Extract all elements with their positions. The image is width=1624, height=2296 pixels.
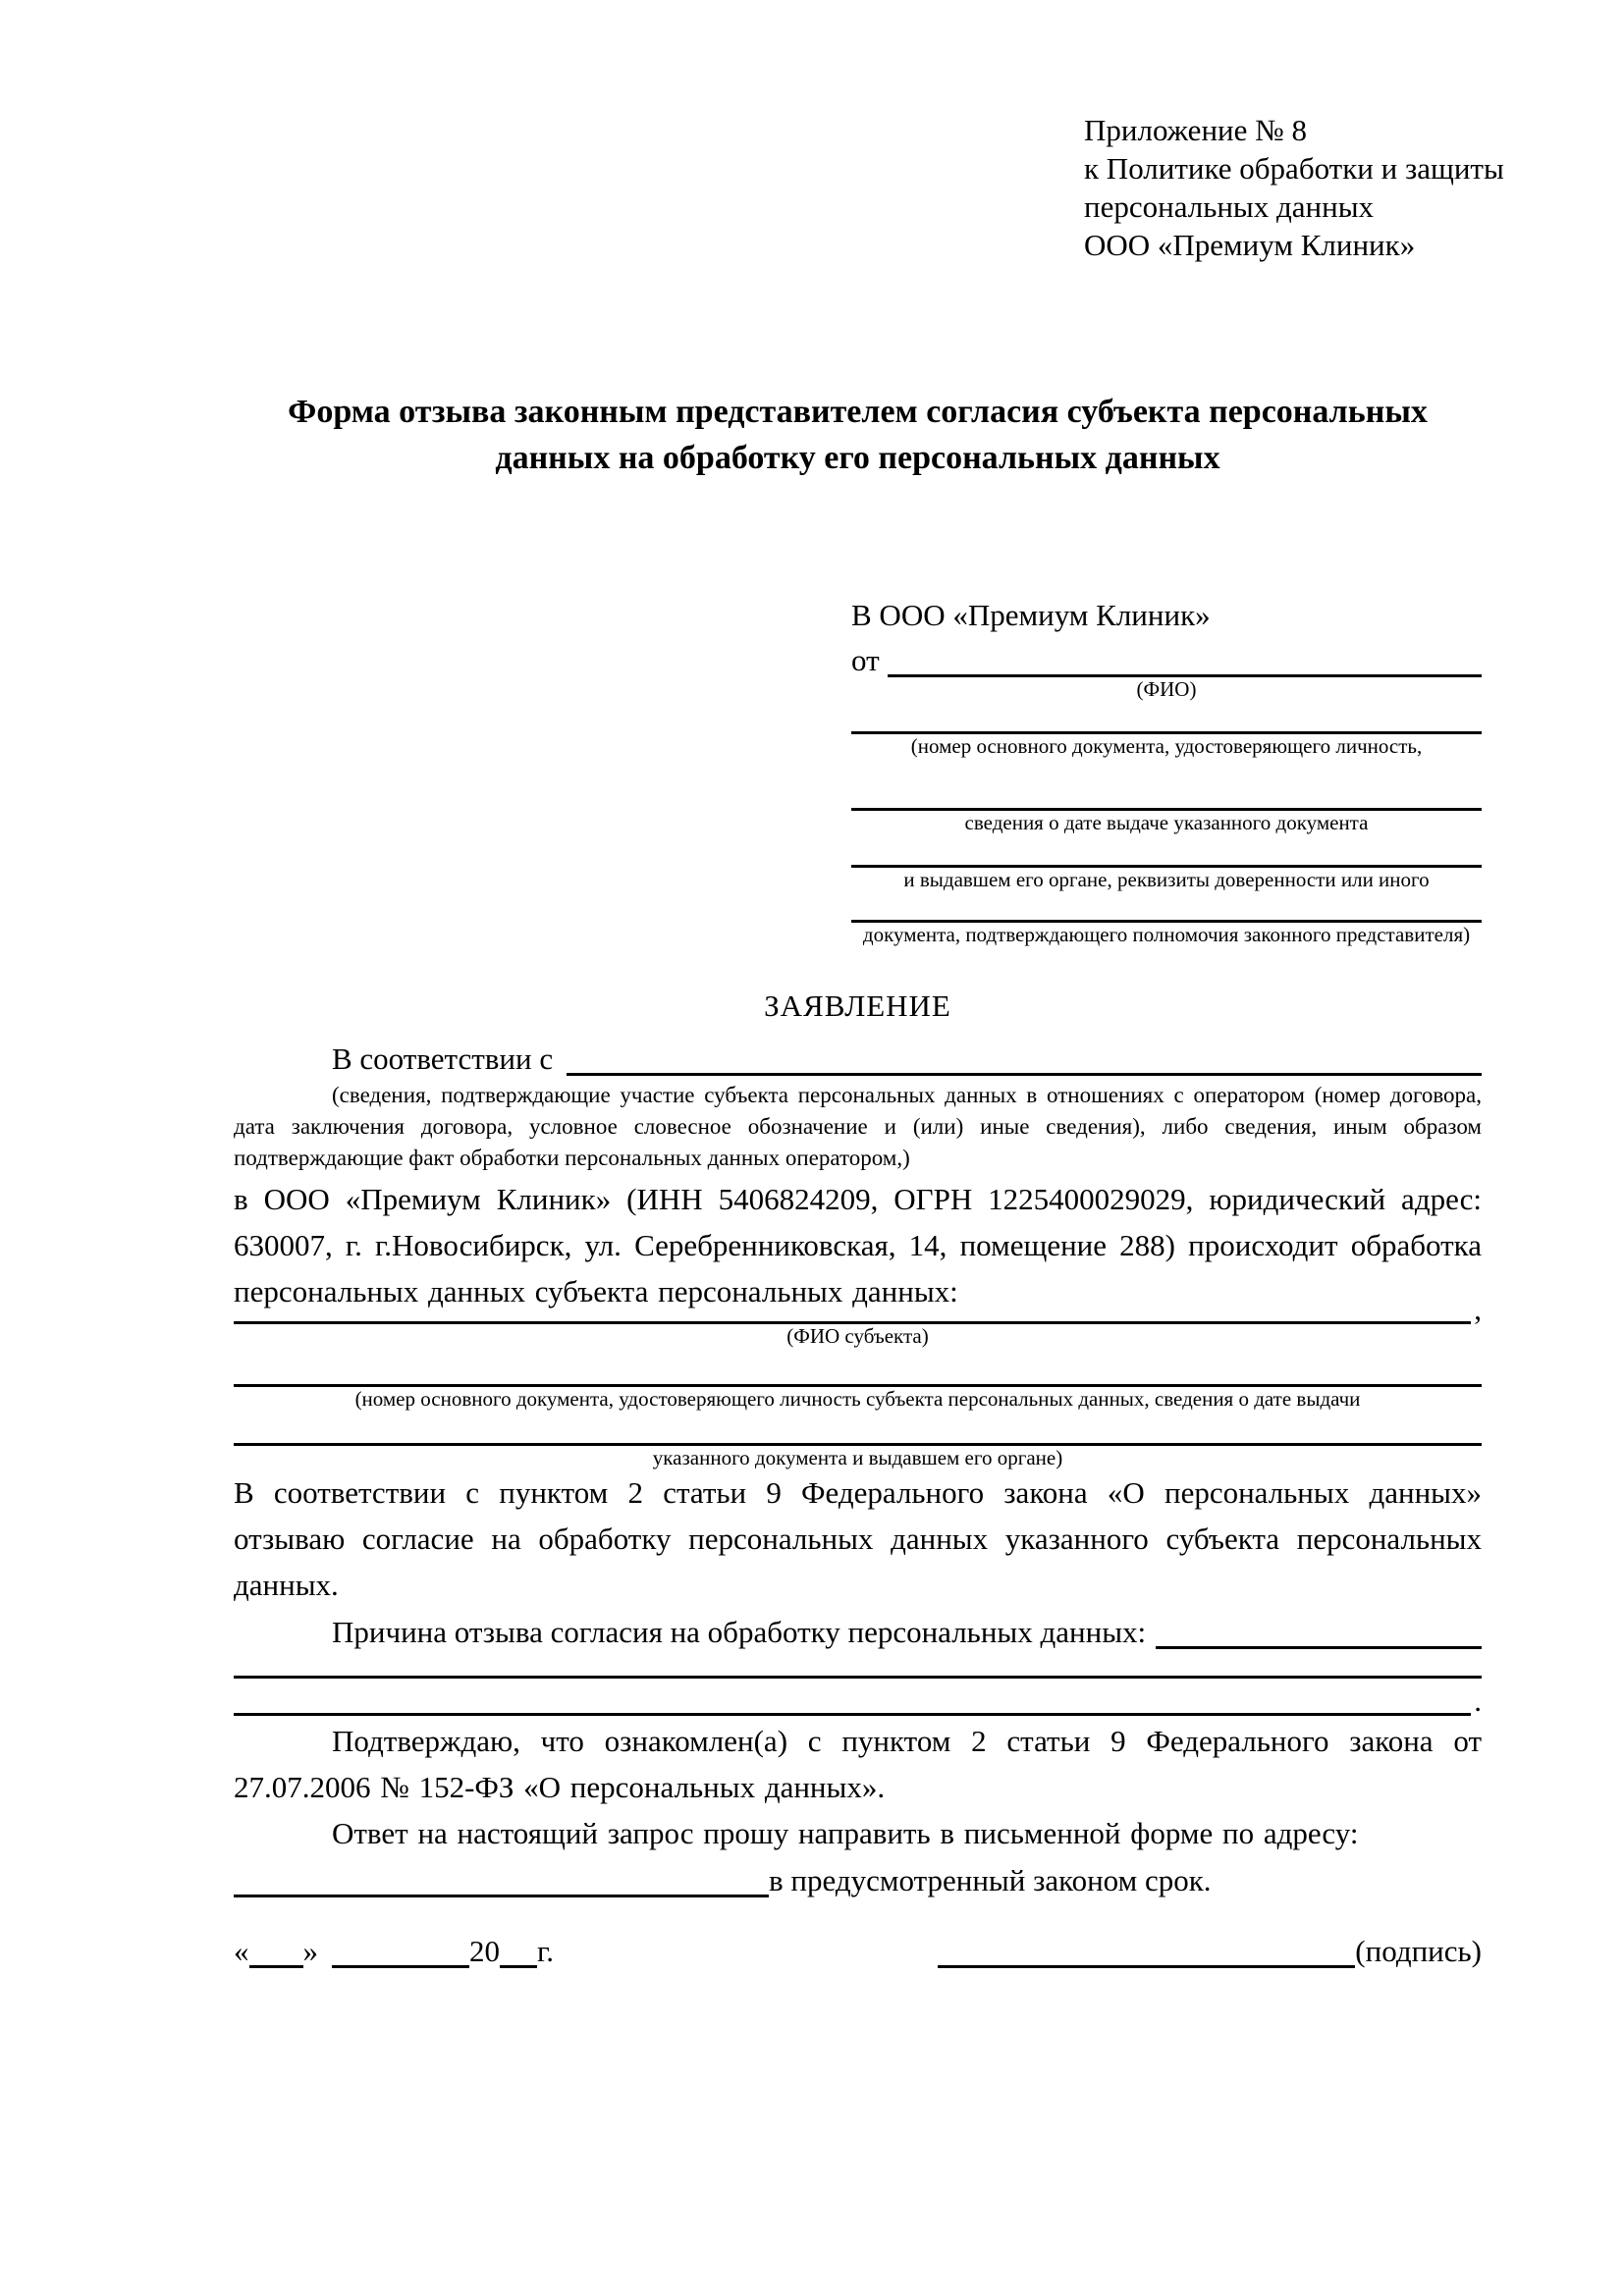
operator-paragraph: в ООО «Премиум Клиник» (ИНН 5406824209, ОГРН 1225400029029, юридический адрес: 630007, г. г.Новосибирск, ул. Серебренниковская, 14, помещение 288) происходит обработка персональных данных субъекта персональных данных: [234, 1182, 1482, 1308]
basis-fill-line [567, 1073, 1482, 1076]
appendix-header-line: персональных данных [1084, 189, 1375, 224]
reply-address-row [234, 1856, 1482, 1897]
withdrawal-paragraph: В соответствии с пунктом 2 статьи 9 Федерального закона «О персональных данных» отзываю согласие на обработку персональных данных указанного субъекта персональных данных. [234, 1475, 1482, 1602]
basis-note: (сведения, подтверждающие участие субъекта персональных данных в отношениях с оператором (номер договора, дата заключения договора, условное словесное обозначение и (или) иные сведения), либо сведения, иным образом подтверждающие факт обработки персональных данных оператором,) [234, 1083, 1482, 1170]
reason-fill-row-2 [234, 1655, 1482, 1679]
fio-caption: (ФИО) [1136, 677, 1197, 701]
basis-label: В соответствии с [332, 1041, 554, 1076]
doc-issuer-fill-row [851, 844, 1482, 868]
sentence-period: . [1474, 1683, 1482, 1718]
reason-row [234, 1608, 1482, 1649]
doc-issuer-caption: и выдавшем его органе, реквизиты доверенности или иного [903, 868, 1430, 891]
from-label: от [851, 643, 880, 677]
representative-authority-fill-row [851, 899, 1482, 923]
address-fill-line [234, 1885, 769, 1897]
appendix-header-line: ООО «Премиум Клиник» [1084, 228, 1416, 262]
doc-issue-date-fill-row [851, 787, 1482, 811]
from-row [851, 636, 1482, 677]
date-year-prefix: 20 [469, 1934, 500, 1968]
document-content [234, 111, 1504, 1968]
reply-tail-text: в предусмотренный законом срок. [769, 1863, 1212, 1897]
date-field [234, 1935, 554, 1968]
date-close-quote: » [302, 1934, 318, 1968]
representative-authority-caption: документа, подтверждающего полномочия законного представителя) [862, 923, 1471, 946]
subject-fio-fill-row [234, 1292, 1482, 1326]
date-year-suffix: г. [537, 1934, 554, 1968]
doc-issue-date-caption: сведения о дате выдаче указанного документа [964, 811, 1369, 834]
subject-doc-fill-row-2 [234, 1422, 1482, 1446]
reason-fill-row-3 [234, 1683, 1482, 1718]
date-signature-row [234, 1923, 1482, 1968]
reason-fill-line-3 [234, 1713, 1471, 1716]
signature-field [938, 1935, 1482, 1968]
subject-fio-suffix: , [1474, 1292, 1482, 1326]
statement-heading: ЗАЯВЛЕНИЕ [764, 988, 951, 1023]
appendix-header [1084, 111, 1504, 264]
subject-doc-fill-row-1 [234, 1363, 1482, 1387]
signature-fill-line [938, 1957, 1355, 1968]
addressee-organization: В ООО «Премиум Клиник» [851, 598, 1211, 632]
subject-doc-caption-1: (номер основного документа, удостоверяющего личность субъекта персональных данных, сведения о дате выдачи [354, 1387, 1361, 1411]
subject-fio-caption: (ФИО субъекта) [786, 1324, 929, 1348]
appendix-header-line: Приложение № 8 [1084, 113, 1307, 147]
confirmation-paragraph: Подтверждаю, что ознакомлен(а) с пунктом 2 статьи 9 Федерального закона от 27.07.2006 № 152-ФЗ «О персональных данных». [234, 1724, 1482, 1804]
reason-fill-line-2 [234, 1676, 1482, 1679]
doc-number-fill-row [851, 711, 1482, 734]
reason-fill-line [1156, 1646, 1482, 1649]
date-year-fill-line [500, 1957, 537, 1968]
date-day-fill-line [249, 1957, 303, 1968]
basis-row [234, 1033, 1482, 1076]
subject-doc-caption-2: указанного документа и выдавшем его органе) [652, 1446, 1063, 1469]
reply-request-paragraph: Ответ на настоящий запрос прошу направить в письменной форме по адресу: [332, 1816, 1359, 1850]
date-month-fill-line [332, 1957, 469, 1968]
addressee-block [851, 595, 1482, 946]
reason-label: Причина отзыва согласия на обработку персональных данных: [332, 1615, 1147, 1649]
doc-number-caption: (номер основного документа, удостоверяющего личность, [910, 734, 1423, 758]
appendix-header-line: к Политике обработки и защиты [1084, 151, 1504, 186]
date-open-quote: « [234, 1934, 249, 1968]
form-title: Форма отзыва законным представителем согласия субъекта персональных данных на обработку его персональных данных [288, 394, 1428, 476]
signature-caption: (подпись) [1355, 1934, 1482, 1968]
